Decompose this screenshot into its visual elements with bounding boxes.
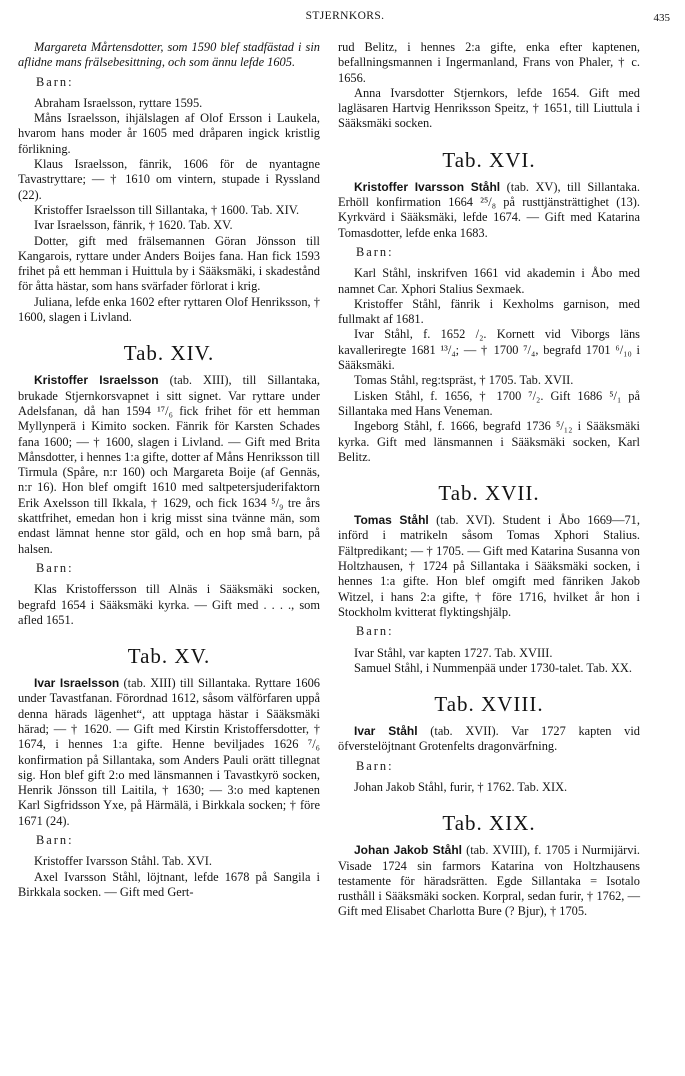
- entry-head: Kristoffer Ivarsson Ståhl: [354, 179, 501, 194]
- child-entry: Johan Jakob Ståhl, furir, † 1762. Tab. XIX.: [354, 779, 568, 794]
- child-entry: Ivar Ståhl, f. 1652 /₂. Kornett vid Viborgs läns kavalleriregte 1681 ¹³/₄; — † 1700 ⁷/₄, begrafd 1701 ⁶/₁₀ i Sääksmäki.: [338, 327, 640, 373]
- child-entry: Axel Ivarsson Ståhl, löjtnant, lefde 1678 på Sangila i Birkkala socken. — Gift med Gert-: [18, 869, 320, 899]
- entry-text: (tab. XVII). Var 1727 kapten vid öfverstelöjtnant Grotenfelts dragonvärfning.: [338, 724, 640, 754]
- child-entry: Lisken Ståhl, f. 1656, † 1700 ⁷/₂. Gift 1686 ⁵/₁ på Sillantaka med Hans Veneman.: [338, 388, 640, 418]
- child-entry: Juliana, lefde enka 1602 efter ryttaren Olof Henriksson, † 1600, slagen i Livland.: [18, 294, 320, 325]
- entry-paragraph: [338, 724, 640, 755]
- entry-text: (tab. XV), till Sillantaka. Erhöll konfirmation 1664 ²⁵/₈ på rusttjänsträttighet (13). Kyrkvärd i Sääksmäki, lefde 1674. — Gift med Katarina Tomasdotter, lefde enka 1683.: [338, 179, 640, 240]
- child-entry: Samuel Ståhl, i Nummenpää under 1730-talet. Tab. XX.: [354, 660, 632, 675]
- section-heading: Tab. XIX.: [442, 811, 536, 836]
- child-entry: Abraham Israelsson, ryttare 1595.: [34, 95, 203, 110]
- child-entry: Klas Kristoffersson till Alnäs i Sääksmäki socken, begrafd 1654 i Sääksmäki kyrka. — Gift med . . . ., som afled 1651.: [18, 582, 320, 627]
- section-heading: Tab. XVIII.: [434, 692, 544, 717]
- children-label: Barn:: [36, 560, 74, 575]
- entry-paragraph: [338, 843, 640, 919]
- children-label: Barn:: [356, 624, 394, 639]
- child-entry: Kristoffer Ivarsson Ståhl. Tab. XVI.: [34, 854, 212, 869]
- right-column: [338, 40, 640, 920]
- child-entry: Kristoffer Israelsson till Sillantaka, † 1600. Tab. XIV.: [34, 202, 300, 217]
- section-heading: Tab. XV.: [127, 644, 211, 669]
- running-title: STJERNKORS.: [305, 10, 385, 22]
- entry-head: Johan Jakob Ståhl: [354, 843, 463, 858]
- section-heading: Tab. XIV.: [123, 341, 215, 366]
- entry-paragraph: [18, 676, 320, 829]
- section-heading: Tab. XVII.: [438, 481, 540, 506]
- children-label: Barn:: [356, 758, 394, 773]
- child-entry: Ivar Ståhl, var kapten 1727. Tab. XVIII.: [354, 645, 553, 660]
- children-label: Barn:: [36, 74, 74, 89]
- section-heading: Tab. XVI.: [442, 147, 536, 172]
- entry-head: Ivar Ståhl: [354, 724, 418, 739]
- child-entry: Karl Ståhl, inskrifven 1661 vid akademin i Åbo med namnet Car. Xphori Stalius Sexmaek.: [338, 266, 640, 296]
- child-entry: Ivar Israelsson, fänrik, † 1620. Tab. XV.: [34, 218, 233, 233]
- child-entry: Kristoffer Ståhl, fänrik i Kexholms garnison, med fullmakt af 1681.: [338, 296, 640, 327]
- child-entry: Ingeborg Ståhl, f. 1666, begrafd 1736 ⁵/₁₂ i Sääksmäki kyrka. Gift med länsmannen i Sääksmäki socken, Karl Belitz.: [338, 419, 640, 464]
- child-entry: Tomas Ståhl, reg:tspräst, † 1705. Tab. XVII.: [354, 373, 574, 388]
- entry-head: Kristoffer Israelsson: [34, 373, 159, 388]
- entry-text: (tab. XIII), till Sillantaka, brukade Stjernkorsvapnet i sitt signet. Var ryttare under Adelsfanan, då han 1594 ¹⁷/₆ fick frihet för ett hemman Myllynperä i Kimito socken. Fänrik för Karsten Schades fana 1600; — † 1600, slagen i Livland. — Gift med Brita Månsdotter, i hennes 1:a gifte, dotter af Måns Henriksson till Tirmula (Spåre, n:r 160) och Margareta Boije (af Gennäs, n:r 16). Hon blef omgift 1610 med saltpetersjuderifaktorn Erik Axelsson till Ikkala, † 1629, och fick 1634 ⁵/₉ tre års skattfrihet, emedan hon i krig misst sina tvänne män, som endast lämnat henne stor gäld, och en hop små barn, på halsen.: [18, 373, 320, 556]
- paragraph: rud Belitz, i hennes 2:a gifte, enka efter kaptenen, befallningsmannen i Ingermanland, Frans von Phaler, † c. 1656.: [338, 40, 640, 85]
- entry-head: Ivar Israelsson: [34, 676, 120, 691]
- entry-text: (tab. XIII) till Sillantaka. Ryttare 1606 under Tavastfanan. Förordnad 1612, såsom välförfaren uppå denna härads lägenhet“, att upptaga hästar i Sääksmäki härad; — † 1620. — Gift med Kirstin Kristoffersdotter, † 1674, i hennes 1:a gifte. Henne beviljades 1626 ⁷/₆ konfirmation på Sillantaka, som Anders Pauli orätt tillegnat sig. Hon blef gift 2:o med länsmannen i Tavastkyrö socken, Henrik Jönsson till Laitila, † 1630; — 3:o med kaptenen Karl Sigfridsson Yxe, på Härmälä, i Birkkala socken; † före 1671 (24).: [18, 676, 320, 828]
- child-entry: Dotter, gift med frälsemannen Göran Jönsson till Kangarois, ryttare under Anders Boijes fana. Han fick 1593 frihet på ett hemman i Huittula by i Sääksmäki, i skadestånd för åtta hästar, som hans svärfader förlorat i krig.: [18, 233, 320, 294]
- page-number: 435: [653, 12, 670, 24]
- left-column: [18, 40, 320, 900]
- running-head: [20, 8, 670, 28]
- child-entry: Klaus Israelsson, fänrik, 1606 för de nyantagne Tavastryttare; — † 1610 om vintern, stupade i Ryssland (22).: [18, 157, 320, 202]
- entry-paragraph: [338, 513, 640, 620]
- child-entry: Måns Israelsson, ihjälslagen af Olof Ersson i Laukela, hvarom hans moder år 1605 med dråparen ingick kristlig förlikning.: [18, 111, 320, 156]
- children-label: Barn:: [356, 244, 394, 259]
- entry-text: (tab. XVI). Student i Åbo 1669—71, införd i matrikeln såsom Tomas Xphori Stalius. Fältpredikant; — † 1705. — Gift med Katarina Susanna von Holtzhausen, † 1724 på Sillantaka i Sääksmäki socken, i hennes 1:a gifte. Hon blef omgift med fänriken Jakob Witzel, i hans 2:a gifte, † före 1716, hvilket år hon i Stockholm kvitterat flyktingshjälp.: [338, 513, 640, 619]
- entry-text: (tab. XVIII), f. 1705 i Nurmijärvi. Visade 1724 sin farmors Katarina von Holtzhausens testamente för häradsrätten. Egde Sillantaka = Isotalo rusthåll i Sääksmäki socken. Korpral, sedan furir, † 1762, — Gift med Elisabet Charlotta Bure (? Bjur), † 1705.: [338, 843, 641, 919]
- paragraph: Anna Ivarsdotter Stjernkors, lefde 1654. Gift med lagläsaren Hartvig Henriksson Speitz, † 1651, till Liuttula i Sääksmäki socken.: [338, 85, 640, 131]
- children-label: Barn:: [36, 833, 74, 848]
- entry-paragraph: [338, 180, 640, 241]
- entry-head: Tomas Ståhl: [354, 513, 429, 528]
- entry-paragraph: [18, 373, 320, 557]
- paragraph: Margareta Mårtensdotter, som 1590 blef stadfästad i sin aflidne mans frälsebesittning, och som ännu lefde 1605.: [18, 40, 320, 70]
